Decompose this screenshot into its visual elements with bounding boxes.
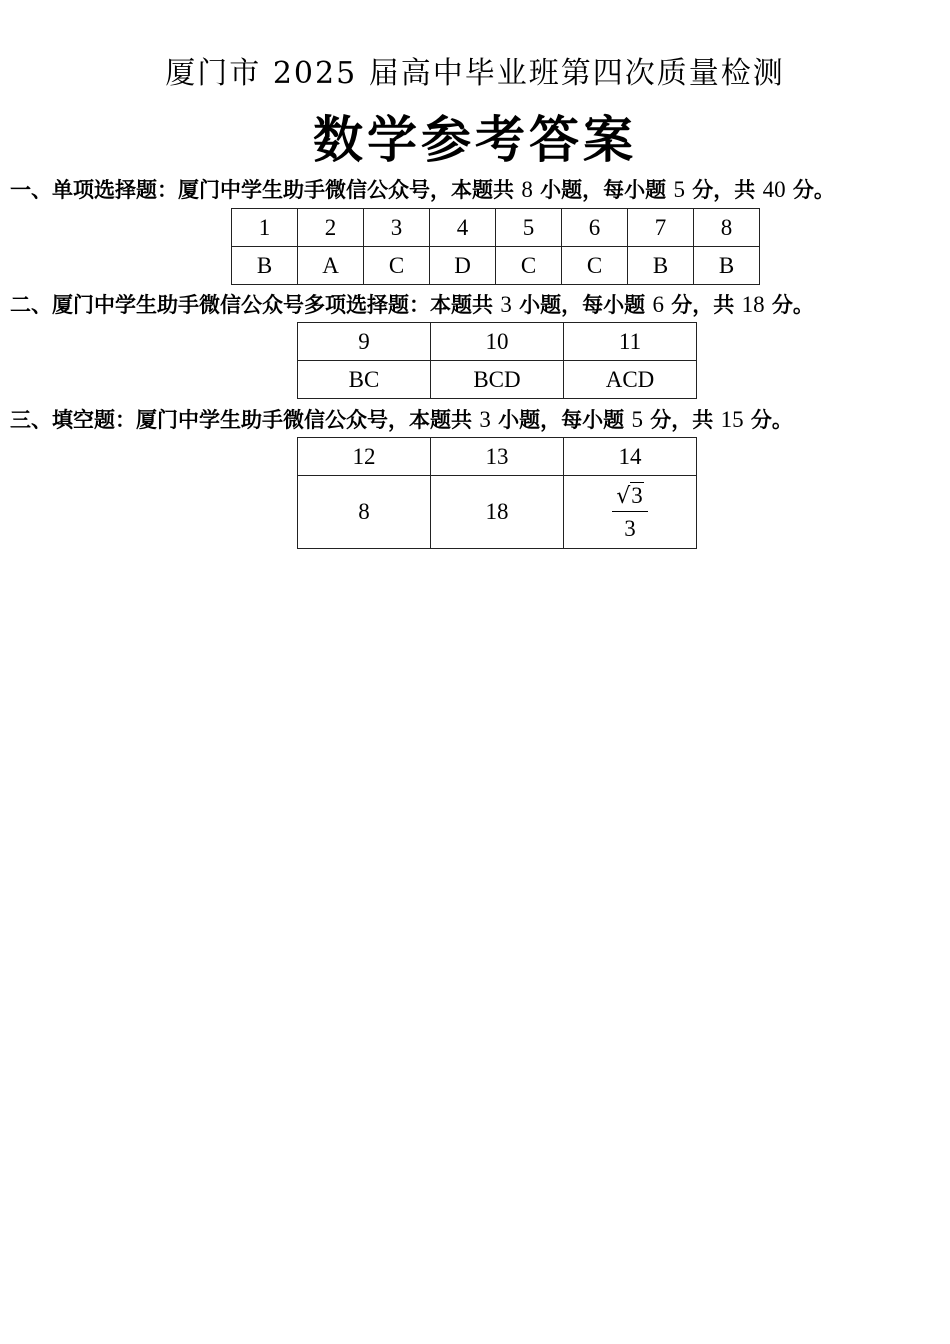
answer-row <box>298 361 697 399</box>
fraction-numerator <box>612 484 648 512</box>
question-count: 8 <box>521 177 533 202</box>
answer-table-single-choice <box>231 208 760 285</box>
answer-cell: C <box>562 247 628 285</box>
question-number: 3 <box>364 209 430 247</box>
question-number: 5 <box>496 209 562 247</box>
heading-text: 分，共 <box>671 293 735 317</box>
question-number: 10 <box>431 323 564 361</box>
heading-text: 分，共 <box>650 408 714 432</box>
question-count: 3 <box>500 292 512 317</box>
heading-text: 三、填空题：厦门中学生助手微信公众号，本题共 <box>10 408 472 432</box>
heading-text: 一、单项选择题：厦门中学生助手微信公众号，本题共 <box>10 178 514 202</box>
answer-cell-fraction <box>564 476 697 549</box>
question-number: 4 <box>430 209 496 247</box>
answer-row <box>232 247 760 285</box>
answer-table-multi-choice <box>297 322 697 399</box>
question-number: 8 <box>694 209 760 247</box>
question-number-row <box>298 438 697 476</box>
total-score: 18 <box>741 292 765 317</box>
total-score: 40 <box>762 177 786 202</box>
heading-text: 分。 <box>750 408 793 432</box>
answer-cell: B <box>232 247 298 285</box>
heading-text: 分。 <box>792 178 835 202</box>
section-heading-single-choice <box>10 174 835 204</box>
answer-cell: D <box>430 247 496 285</box>
score-per-question: 6 <box>652 292 664 317</box>
radicand: 3 <box>631 483 643 508</box>
heading-text: 小题，每小题 <box>540 178 667 202</box>
question-number: 11 <box>564 323 697 361</box>
answer-cell: 8 <box>298 476 431 549</box>
question-count: 3 <box>479 407 491 432</box>
answer-cell: ACD <box>564 361 697 399</box>
question-number-row <box>232 209 760 247</box>
answer-cell: B <box>628 247 694 285</box>
question-number: 13 <box>431 438 564 476</box>
fraction <box>612 484 648 540</box>
heading-text: 小题，每小题 <box>519 293 646 317</box>
question-number: 2 <box>298 209 364 247</box>
heading-text: 小题，每小题 <box>498 408 625 432</box>
heading-text: 二、厦门中学生助手微信公众号多项选择题：本题共 <box>10 293 493 317</box>
answer-cell: 18 <box>431 476 564 549</box>
fraction-denominator: 3 <box>624 516 636 541</box>
answer-cell: C <box>496 247 562 285</box>
exam-subtitle: 厦门市 2025 届高中毕业班第四次质量检测 <box>165 56 785 91</box>
section-heading-multi-choice <box>10 289 814 319</box>
section-heading-fill-blank <box>10 404 793 434</box>
question-number: 7 <box>628 209 694 247</box>
heading-text: 分，共 <box>692 178 756 202</box>
question-number: 1 <box>232 209 298 247</box>
answer-table-fill-blank <box>297 437 697 549</box>
answer-cell: BC <box>298 361 431 399</box>
answer-cell: B <box>694 247 760 285</box>
answer-row <box>298 476 697 549</box>
question-number: 9 <box>298 323 431 361</box>
answer-cell: BCD <box>431 361 564 399</box>
heading-text: 分。 <box>771 293 814 317</box>
question-number: 14 <box>564 438 697 476</box>
score-per-question: 5 <box>631 407 643 432</box>
square-root-icon: √ <box>616 484 631 509</box>
question-number-row <box>298 323 697 361</box>
question-number: 12 <box>298 438 431 476</box>
total-score: 15 <box>720 407 744 432</box>
question-number: 6 <box>562 209 628 247</box>
score-per-question: 5 <box>673 177 685 202</box>
page-title: 数学参考答案 <box>313 111 637 169</box>
answer-cell: C <box>364 247 430 285</box>
answer-cell: A <box>298 247 364 285</box>
